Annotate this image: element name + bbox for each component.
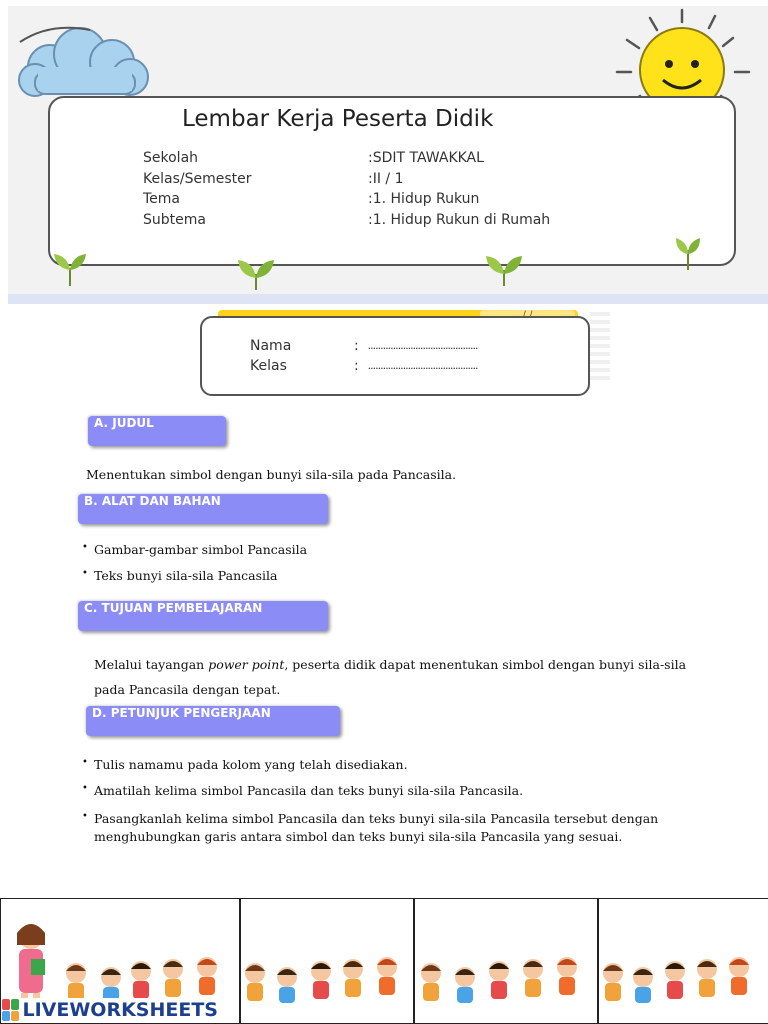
cloud-icon xyxy=(10,22,160,102)
sprout-icon xyxy=(236,252,276,292)
sprout-icon xyxy=(484,248,524,288)
info-label: Tema xyxy=(143,191,181,207)
list-item: • Gambar-gambar simbol Pancasila xyxy=(94,542,307,557)
liveworksheets-badge-icon xyxy=(2,999,19,1021)
info-label: Subtema xyxy=(143,211,206,228)
text-run: Melalui tayangan xyxy=(94,657,209,672)
text-run-italic: power point xyxy=(208,657,285,672)
list-item: • Teks bunyi sila-sila Pancasila xyxy=(94,568,277,583)
picture-box[interactable] xyxy=(598,898,768,1024)
kelas-label: Kelas xyxy=(250,358,287,374)
info-value: :II / 1 xyxy=(368,170,404,187)
nama-label: Nama xyxy=(250,338,292,354)
info-row-sekolah xyxy=(143,148,550,169)
info-value: :SDIT TAWAKKAL xyxy=(368,150,484,166)
kelas-blank[interactable]: ............................................ xyxy=(367,359,478,372)
name-card-fields xyxy=(250,336,477,376)
section-heading-d: D. PETUNJUK PENGERJAAN xyxy=(86,706,340,736)
ruled-edge xyxy=(590,312,610,382)
list-item-continuation: menghubungkan garis antara simbol dan teks bunyi sila-sila Pancasila yang sesuai. xyxy=(94,829,623,844)
kids-illustration xyxy=(241,899,414,1024)
list-item: • Pasangkanlah kelima simbol Pancasila dan teks bunyi sila-sila Pancasila tersebut dengan xyxy=(94,811,658,826)
list-item: • Amatilah kelima simbol Pancasila dan teks bunyi sila-sila Pancasila. xyxy=(94,783,523,798)
header-divider xyxy=(8,294,768,304)
colon: : xyxy=(354,358,359,374)
picture-box[interactable] xyxy=(414,898,598,1024)
section-a-text: Menentukan simbol dengan bunyi sila-sila pada Pancasila. xyxy=(86,467,457,482)
sprout-icon xyxy=(50,248,90,288)
list-item: • Tulis namamu pada kolom yang telah disediakan. xyxy=(94,757,408,772)
kelas-row[interactable] xyxy=(250,356,477,376)
school-info xyxy=(143,148,550,230)
liveworksheets-brand: LIVEWORKSHEETS xyxy=(22,999,218,1021)
info-row-subtema xyxy=(143,210,550,231)
sprout-icon xyxy=(668,232,708,272)
section-c-line1 xyxy=(94,657,686,672)
info-label: Sekolah xyxy=(143,150,199,166)
text-run: , peserta didik dapat menentukan simbol dengan bunyi sila-sila xyxy=(284,657,687,672)
section-c-line2: pada Pancasila dengan tepat. xyxy=(94,682,281,697)
colon: : xyxy=(354,338,359,354)
kids-illustration xyxy=(599,899,768,1024)
section-heading-c: C. TUJUAN PEMBELAJARAN xyxy=(78,601,328,631)
section-heading-a: A. JUDUL xyxy=(88,416,226,446)
page-title: Lembar Kerja Peserta Didik xyxy=(182,106,494,132)
info-row-kelas xyxy=(143,169,550,190)
info-row-tema xyxy=(143,189,550,210)
picture-box[interactable] xyxy=(240,898,414,1024)
info-value: :1. Hidup Rukun xyxy=(368,191,480,207)
info-label: Kelas/Semester xyxy=(143,170,252,187)
kids-illustration xyxy=(415,899,598,1024)
nama-blank[interactable]: ............................................ xyxy=(367,339,478,352)
info-value: :1. Hidup Rukun di Rumah xyxy=(368,211,551,228)
nama-row[interactable] xyxy=(250,336,477,356)
liveworksheets-logo[interactable] xyxy=(2,998,218,1022)
section-heading-b: B. ALAT DAN BAHAN xyxy=(78,494,328,524)
